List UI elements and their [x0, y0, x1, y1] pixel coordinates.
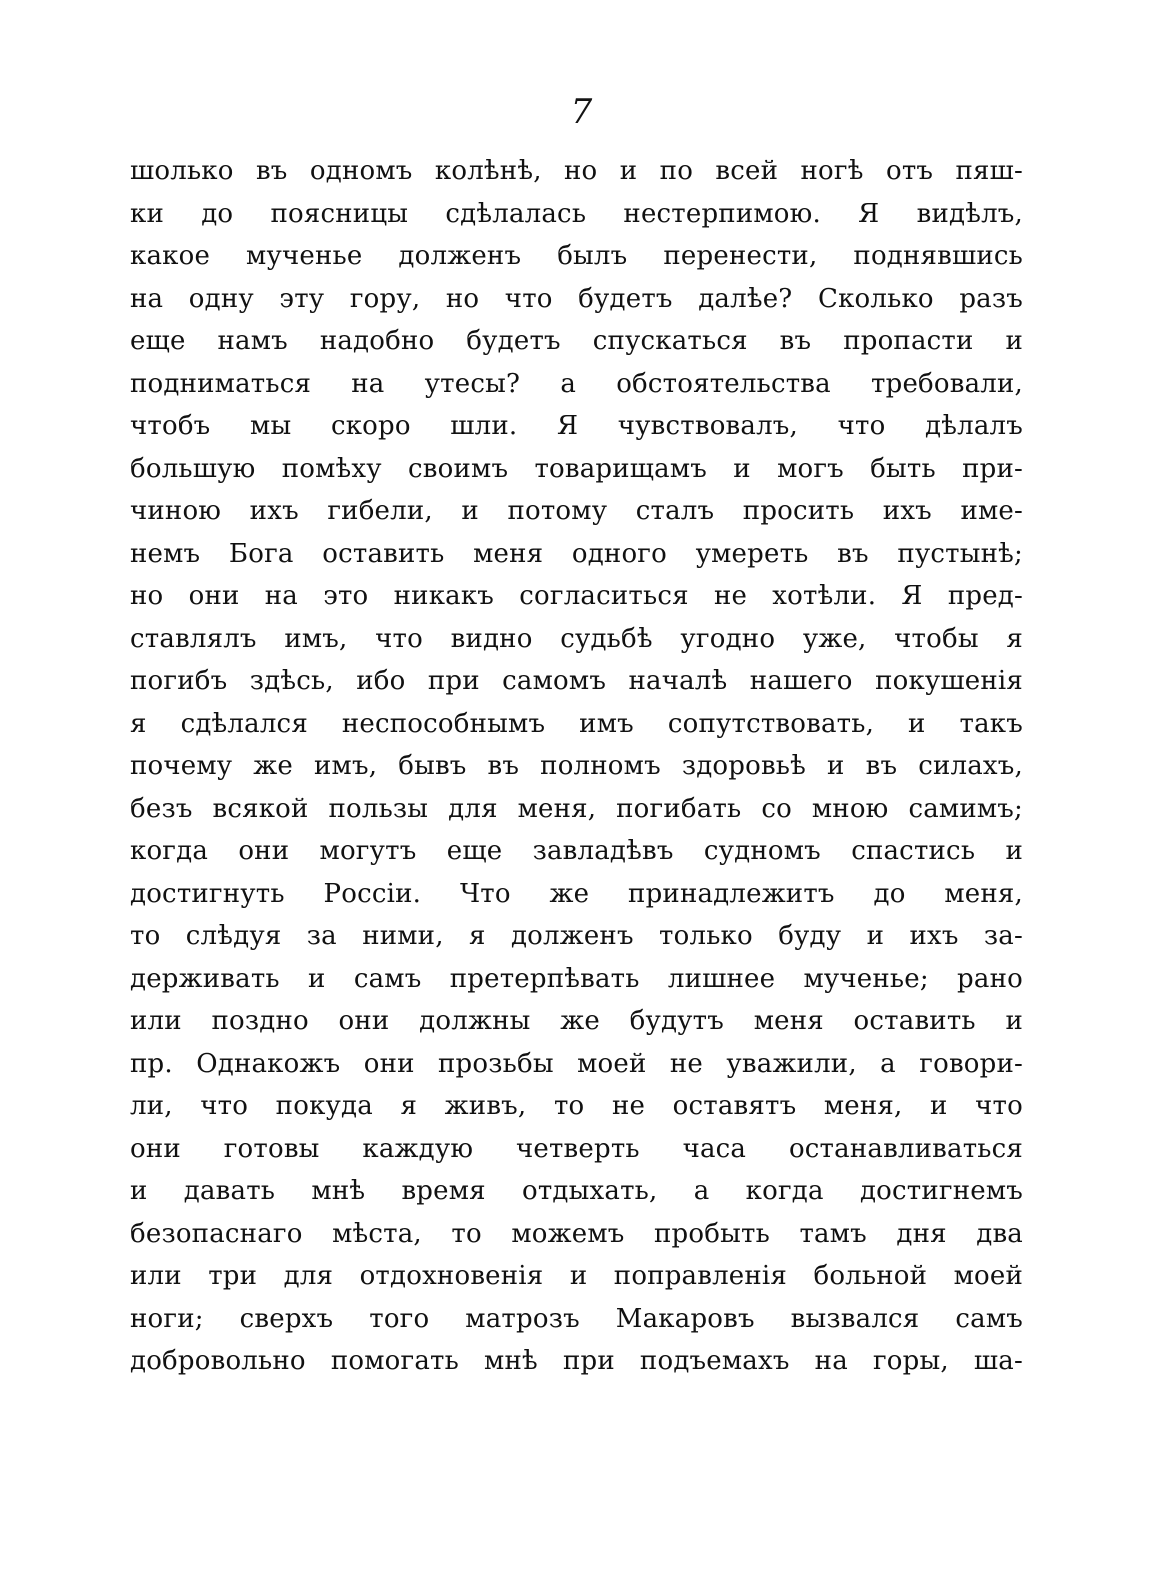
text-line: чтобъ мы скоро шли. Я чувствовалъ, что дѣлалъ	[130, 411, 1023, 441]
text-line: большую помѣху своимъ товарищамъ и могъ быть при-	[130, 453, 1023, 484]
text-line: пр. Однакожъ они прозьбы моей не уважили, а говори-	[130, 1048, 1023, 1079]
text-line: чиною ихъ гибели, и потому сталъ просить ихъ име-	[130, 496, 1023, 526]
text-line: подниматься на утесы? а обстоятельства требовали,	[130, 368, 1023, 399]
text-line: еще намъ надобно будетъ спускаться въ пропасти и	[130, 326, 1023, 356]
text-line: и давать мнѣ время отдыхать, а когда достигнемъ	[130, 1176, 1023, 1206]
page-number: 7	[570, 92, 593, 132]
text-line: или три для отдохновенія и поправленія больной моей	[130, 1261, 1023, 1291]
text-line: безъ всякой пользы для меня, погибать со мною самимъ;	[130, 793, 1023, 824]
text-line: то слѣдуя за ними, я долженъ только буду и ихъ за-	[130, 921, 1023, 951]
text-line: добровольно помогать мнѣ при подъемахъ на горы, ша-	[130, 1346, 1023, 1376]
text-line: ки до поясницы сдѣлалась нестерпимою. Я видѣлъ,	[130, 198, 1023, 229]
text-line: держивать и самъ претерпѣвать лишнее мученье; рано	[130, 963, 1023, 994]
text-line: на одну эту гору, но что будетъ далѣе? Сколько разъ	[130, 283, 1023, 314]
text-line: ли, что покуда я живъ, то не оставятъ меня, и что	[130, 1091, 1023, 1121]
text-line: погибъ здѣсь, ибо при самомъ началѣ нашего покушенія	[130, 666, 1023, 696]
text-line: безопаснаго мѣста, то можемъ пробыть тамъ дня два	[130, 1218, 1023, 1249]
text-line: они готовы каждую четверть часа останавливаться	[130, 1133, 1023, 1164]
text-line: но они на это никакъ согласиться не хотѣли. Я пред-	[130, 581, 1023, 611]
body-text	[130, 150, 1023, 1383]
text-line: какое мученье долженъ былъ перенести, поднявшись	[130, 241, 1023, 271]
text-line: немъ Бога оставить меня одного умереть въ пустынѣ;	[130, 538, 1023, 569]
text-line: почему же имъ, бывъ въ полномъ здоровьѣ и въ силахъ,	[130, 751, 1023, 781]
text-line: или поздно они должны же будутъ меня оставить и	[130, 1006, 1023, 1036]
text-line: я сдѣлался неспособнымъ имъ сопутствовать, и такъ	[130, 708, 1023, 739]
text-line: ставлялъ имъ, что видно судьбѣ угодно уже, чтобы я	[130, 623, 1023, 654]
text-line: когда они могутъ еще завладѣвъ судномъ спастись и	[130, 836, 1023, 866]
text-line: шолько въ одномъ колѣнѣ, но и по всей ногѣ отъ пяш-	[130, 156, 1023, 186]
text-line: достигнуть Россіи. Что же принадлежитъ до меня,	[130, 878, 1023, 909]
text-line: ноги; сверхъ того матрозъ Макаровъ вызвался самъ	[130, 1303, 1023, 1334]
